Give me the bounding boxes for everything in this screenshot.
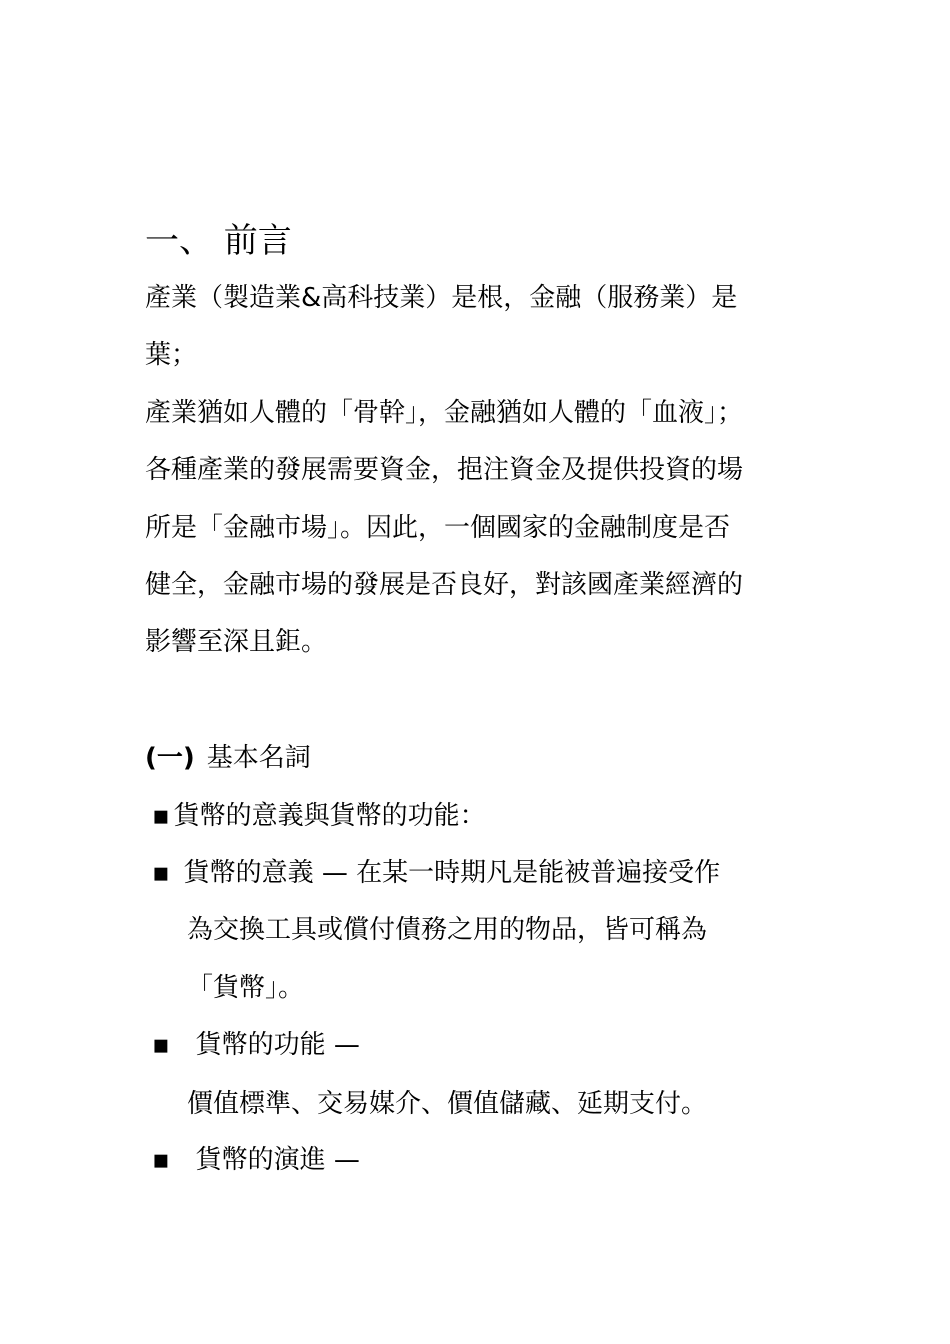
- evolution-title: 貨幣的演進 —: [195, 1145, 360, 1175]
- paragraph-line-6: 健全，金融市場的發展是否良好，對該國產業經濟的: [145, 570, 744, 600]
- paragraph-line-7: 影響至深且鉅。: [145, 627, 328, 657]
- paragraph-line-5: 所是「金融市場」。因此，一個國家的金融制度是否: [145, 513, 731, 543]
- bullet-symbol: ▪: [152, 1145, 170, 1175]
- bullet-intro: [152, 798, 486, 834]
- section-heading: 一、 前言: [145, 221, 292, 261]
- paragraph-line-1: 產業（製造業&高科技業）是根，金融（服務業）是: [145, 283, 738, 313]
- paragraph-line-2: 葉；: [145, 340, 198, 370]
- bullet-evolution: [152, 1142, 360, 1178]
- meaning-line-1: 貨幣的意義 — 在某一時期凡是能被普遍接受作: [183, 858, 721, 888]
- meaning-line-3: 「貨幣」。: [187, 973, 305, 1003]
- bullet-function: [152, 1027, 360, 1063]
- bullet-meaning: [152, 855, 720, 891]
- bullet-intro-text: 貨幣的意義與貨幣的功能：: [173, 801, 486, 831]
- function-title: 貨幣的功能 —: [195, 1030, 360, 1060]
- subsection-number: (一): [145, 743, 195, 773]
- bullet-symbol: ▪: [152, 1030, 170, 1060]
- bullet-symbol: ▪: [152, 858, 170, 888]
- bullet-symbol: ▪: [152, 801, 170, 831]
- paragraph-line-3: 產業猶如人體的「骨幹」，金融猶如人體的「血液」；: [145, 398, 744, 428]
- subsection-heading: [145, 740, 311, 776]
- function-text: 價值標準、交易媒介、價值儲藏、延期支付。: [187, 1089, 708, 1119]
- meaning-line-2: 為交換工具或償付債務之用的物品，皆可稱為: [187, 915, 708, 945]
- subsection-title: 基本名詞: [206, 743, 311, 773]
- paragraph-line-4: 各種產業的發展需要資金，挹注資金及提供投資的場: [145, 455, 744, 485]
